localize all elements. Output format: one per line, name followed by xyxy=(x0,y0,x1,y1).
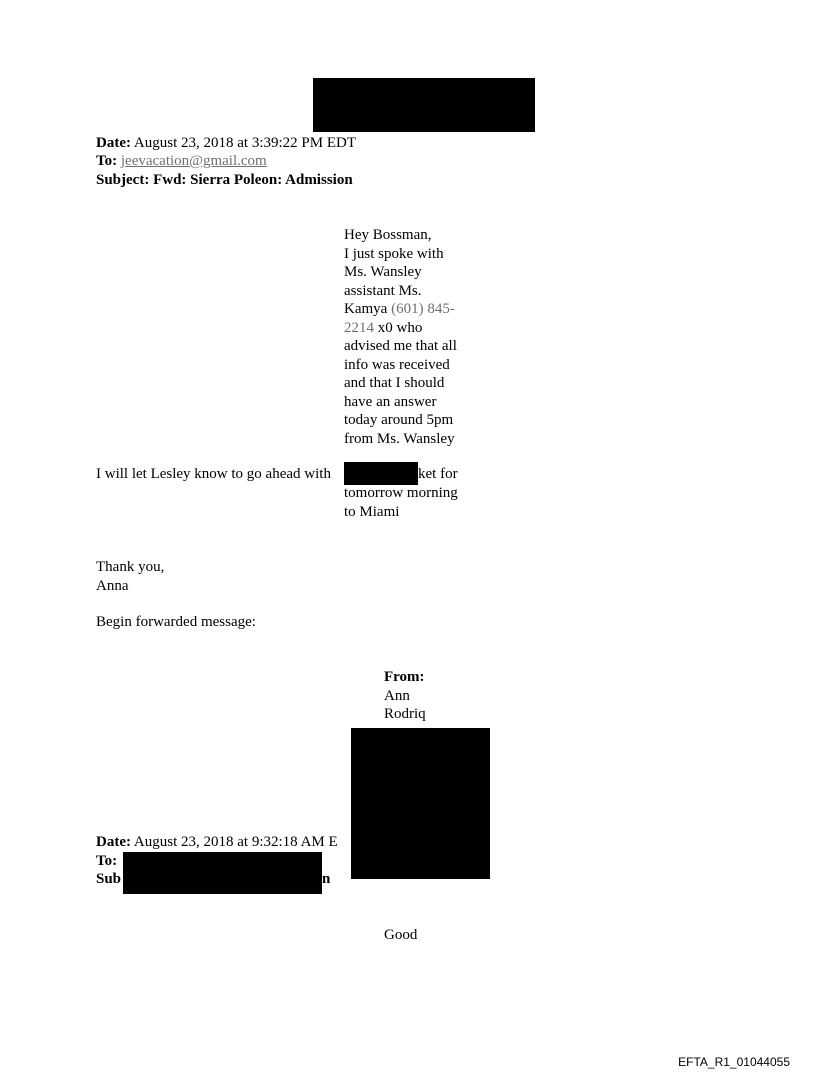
redaction-to-subject xyxy=(123,852,322,894)
kamya-text: Kamya xyxy=(344,301,388,317)
email-subject-row xyxy=(96,171,353,190)
to-email-link[interactable]: jeevacation@gmail.com xyxy=(120,153,267,169)
email-to-row xyxy=(96,152,267,171)
forwarded-date-row xyxy=(96,833,338,852)
lesley-wrap xyxy=(344,484,458,521)
message-line: Ms. Wansley xyxy=(344,264,422,280)
message-line: from Ms. Wansley xyxy=(344,430,455,447)
forwarded-from-name: Ann xyxy=(384,687,410,704)
message-line: I just spoke with xyxy=(344,245,444,262)
lesley-line: I will let Lesley know to go ahead with xyxy=(96,466,331,482)
forwarded-subject-label: Sub xyxy=(96,871,122,887)
forwarded-subject-row xyxy=(96,870,121,889)
message-line: and that I should xyxy=(344,375,445,391)
message-line-kamya xyxy=(344,300,484,319)
message-line: today around 5pm xyxy=(344,412,454,428)
email-date-row xyxy=(96,134,356,153)
message-line: tomorrow morning xyxy=(344,485,458,501)
signature-name: Anna xyxy=(96,577,129,594)
subject-value: Fwd: Sierra Poleon: Admission xyxy=(153,172,353,188)
message-line: advised me that all xyxy=(344,338,457,354)
forwarded-from-label: From: xyxy=(384,669,425,685)
message-column xyxy=(344,226,484,448)
forwarded-from-name: Rodriq xyxy=(384,706,426,722)
message-line: to Miami xyxy=(344,503,400,520)
document-id: EFTA_R1_01044055 xyxy=(678,1055,790,1069)
message-line-phone xyxy=(344,319,484,338)
redaction-from-email xyxy=(351,728,490,879)
forwarded-body-start: Good xyxy=(384,927,418,943)
redaction-ticket xyxy=(344,462,418,485)
forwarded-date-label: Date: xyxy=(96,834,131,850)
forwarded-subject-tail: n xyxy=(322,871,331,887)
forwarded-to-label: To: xyxy=(96,853,118,869)
date-label: Date: xyxy=(96,135,131,151)
subject-label: Subject: xyxy=(96,172,150,188)
message-line: Hey Bossman, xyxy=(344,227,432,243)
forward-intro: Begin forwarded message: xyxy=(96,614,256,630)
forwarded-to-row xyxy=(96,852,117,871)
to-label: To: xyxy=(96,153,118,169)
phone-number-part1[interactable]: (601) 845- xyxy=(391,301,455,317)
signature-block xyxy=(96,558,164,595)
message-line: info was received xyxy=(344,356,450,373)
message-line: assistant Ms. xyxy=(344,282,422,299)
phone-number-part2[interactable]: 2214 xyxy=(344,319,374,336)
extension-text: x0 who xyxy=(377,319,423,336)
forwarded-date-value: August 23, 2018 at 9:32:18 AM E xyxy=(133,834,338,850)
date-value: August 23, 2018 at 3:39:22 PM EDT xyxy=(133,135,357,151)
closing-line: Thank you, xyxy=(96,559,165,575)
message-line: have an answer xyxy=(344,393,437,410)
forwarded-from-block xyxy=(384,668,426,724)
lesley-line-tail: ket for xyxy=(418,466,458,482)
redaction-top xyxy=(313,78,535,132)
